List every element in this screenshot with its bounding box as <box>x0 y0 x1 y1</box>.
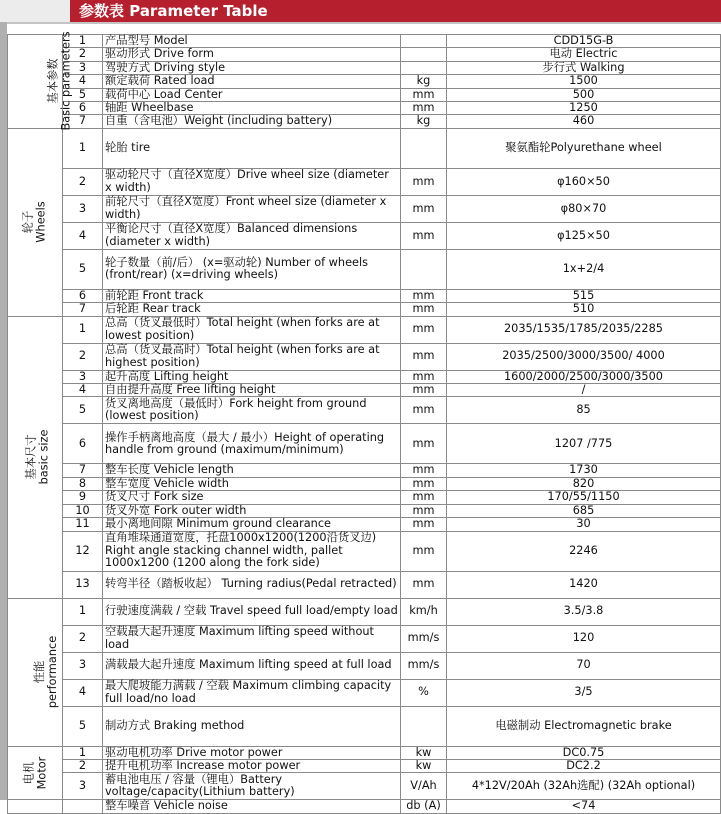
value-cell: φ80×70 <box>447 195 721 222</box>
row-number: 3 <box>63 370 103 383</box>
value-cell: 2246 <box>447 531 721 571</box>
table-row <box>8 773 721 800</box>
value-cell: 2035/1535/1785/2035/2285 <box>447 316 721 343</box>
parameter-table-body <box>8 31 721 814</box>
section-label-en: Basic parameters <box>59 31 73 131</box>
unit-cell <box>401 61 447 74</box>
value-cell: <74 <box>447 800 721 813</box>
value-cell: 4*12V/20Ah (32Ah选配) (32Ah optional) <box>447 773 721 800</box>
table-row <box>8 168 721 195</box>
row-number: 6 <box>63 289 103 302</box>
parameter-name: 前轮尺寸（直径X宽度）Front wheel size (diameter x width) <box>103 195 401 222</box>
table-row <box>8 531 721 571</box>
row-number: 5 <box>63 397 103 424</box>
unit-cell: kg <box>401 75 447 88</box>
row-number: 2 <box>63 343 103 370</box>
unit-cell: V/Ah <box>401 773 447 800</box>
row-number: 2 <box>63 48 103 61</box>
section-label <box>8 800 63 813</box>
row-number: 6 <box>63 424 103 464</box>
parameter-name: 驱动轮尺寸（直径X宽度）Drive wheel size (diameter x width) <box>103 168 401 195</box>
value-cell: 30 <box>447 518 721 531</box>
unit-cell: mm <box>401 397 447 424</box>
value-cell: 820 <box>447 477 721 490</box>
row-number: 3 <box>63 773 103 800</box>
table-row <box>8 61 721 74</box>
unit-cell: kg <box>401 115 447 128</box>
row-number: 8 <box>63 477 103 490</box>
value-cell: 聚氨酯轮Polyurethane wheel <box>447 128 721 168</box>
value-cell: 170/55/1150 <box>447 491 721 504</box>
row-number <box>63 800 103 813</box>
unit-cell: mm <box>401 370 447 383</box>
left-edge-strip <box>0 22 7 800</box>
row-number: 5 <box>63 706 103 746</box>
unit-cell: mm <box>401 343 447 370</box>
title-banner <box>70 0 721 22</box>
unit-cell <box>401 128 447 168</box>
table-row <box>8 249 721 289</box>
row-number: 4 <box>63 75 103 88</box>
table-row <box>8 370 721 383</box>
unit-cell: km/h <box>401 598 447 625</box>
parameter-name: 前轮距 Front track <box>103 289 401 302</box>
section-label-text <box>33 636 59 708</box>
unit-cell <box>401 48 447 61</box>
value-cell: 1x+2/4 <box>447 249 721 289</box>
row-number: 1 <box>63 316 103 343</box>
table-row <box>8 424 721 464</box>
value-cell: 1600/2000/2500/3000/3500 <box>447 370 721 383</box>
parameter-name: 额定载荷 Rated load <box>103 75 401 88</box>
unit-cell: kw <box>401 759 447 772</box>
parameter-name: 轮子数量（前/后） (x=驱动轮) Number of wheels (front/rear) (x=driving wheels) <box>103 249 401 289</box>
parameter-name: 满载最大起升速度 Maximum lifting speed at full load <box>103 652 401 679</box>
parameter-name: 货叉离地高度（最低时）Fork height from ground (lowest position) <box>103 397 401 424</box>
row-number: 13 <box>63 571 103 598</box>
parameter-name: 空载最大起升速度 Maximum lifting speed without load <box>103 625 401 652</box>
unit-cell: mm <box>401 464 447 477</box>
unit-cell: mm <box>401 102 447 115</box>
table-row <box>8 746 721 759</box>
unit-cell: mm <box>401 303 447 316</box>
section-label-en: basic size <box>37 429 51 485</box>
unit-cell: mm <box>401 289 447 302</box>
row-number: 7 <box>63 115 103 128</box>
section-label <box>8 316 63 598</box>
parameter-name: 提升电机功率 Increase motor power <box>103 759 401 772</box>
row-number: 2 <box>63 759 103 772</box>
unit-cell: mm <box>401 571 447 598</box>
value-cell: 步行式 Walking <box>447 61 721 74</box>
row-number: 3 <box>63 652 103 679</box>
section-label-cn: 轮子 <box>21 210 35 234</box>
row-number: 5 <box>63 249 103 289</box>
parameter-name: 整车宽度 Vehicle width <box>103 477 401 490</box>
section-label-en: Wheels <box>34 201 48 243</box>
unit-cell: mm <box>401 88 447 101</box>
row-number: 4 <box>63 222 103 249</box>
unit-cell: mm <box>401 477 447 490</box>
table-row <box>8 289 721 302</box>
row-number: 1 <box>63 128 103 168</box>
unit-cell <box>401 249 447 289</box>
table-row <box>8 128 721 168</box>
value-cell: 电动 Electric <box>447 48 721 61</box>
row-number: 10 <box>63 504 103 517</box>
value-cell: 70 <box>447 652 721 679</box>
value-cell: DC0.75 <box>447 746 721 759</box>
unit-cell: % <box>401 679 447 706</box>
unit-cell: kw <box>401 746 447 759</box>
parameter-name: 总高（货叉最低时）Total height (when forks are at lowest position) <box>103 316 401 343</box>
table-row <box>8 504 721 517</box>
table-row <box>8 115 721 128</box>
row-number: 9 <box>63 491 103 504</box>
parameter-name: 驱动电机功率 Drive motor power <box>103 746 401 759</box>
parameter-name: 货叉尺寸 Fork size <box>103 491 401 504</box>
section-label <box>8 598 63 746</box>
table-row <box>8 571 721 598</box>
section-label-en: Motor <box>35 756 48 790</box>
parameter-name: 行驶速度满载 / 空载 Travel speed full load/empty load <box>103 598 401 625</box>
parameter-name: 整车噪音 Vehicle noise <box>103 800 401 813</box>
unit-cell: mm <box>401 504 447 517</box>
value-cell: 1420 <box>447 571 721 598</box>
parameter-table <box>7 31 721 814</box>
value-cell: DC2.2 <box>447 759 721 772</box>
table-row <box>8 316 721 343</box>
unit-cell: db (A) <box>401 800 447 813</box>
unit-cell: mm/s <box>401 652 447 679</box>
table-row <box>8 706 721 746</box>
row-number: 1 <box>63 746 103 759</box>
value-cell: 515 <box>447 289 721 302</box>
section-label-text <box>47 32 73 131</box>
parameter-name: 制动方式 Braking method <box>103 706 401 746</box>
table-row <box>8 343 721 370</box>
section-label-text <box>22 201 48 242</box>
value-cell: 2035/2500/3000/3500/ 4000 <box>447 343 721 370</box>
section-label-cn: 电机 <box>22 761 35 785</box>
parameter-name: 蓄电池电压 / 容量（锂电）Battery voltage/capacity(Lithium battery) <box>103 773 401 800</box>
parameter-name: 驱动形式 Drive form <box>103 48 401 61</box>
unit-cell: mm <box>401 222 447 249</box>
value-cell: 685 <box>447 504 721 517</box>
row-number: 7 <box>63 303 103 316</box>
table-row <box>8 75 721 88</box>
table-row <box>8 464 721 477</box>
row-number: 1 <box>63 35 103 48</box>
row-number: 12 <box>63 531 103 571</box>
parameter-name: 起升高度 Lifting height <box>103 370 401 383</box>
parameter-name: 轮胎 tire <box>103 128 401 168</box>
parameter-name: 载荷中心 Load Center <box>103 88 401 101</box>
table-row <box>8 397 721 424</box>
section-label-en: performance <box>46 635 60 708</box>
section-label-text <box>22 756 48 789</box>
unit-cell: mm <box>401 531 447 571</box>
unit-cell <box>401 706 447 746</box>
table-row <box>8 759 721 772</box>
table-row <box>8 35 721 48</box>
table-row <box>8 222 721 249</box>
value-cell: 3.5/3.8 <box>447 598 721 625</box>
parameter-name: 轴距 Wheelbase <box>103 102 401 115</box>
value-cell: 500 <box>447 88 721 101</box>
unit-cell: mm/s <box>401 625 447 652</box>
value-cell: φ125×50 <box>447 222 721 249</box>
parameter-name: 自重（含电池）Weight (including battery) <box>103 115 401 128</box>
parameter-name: 直角堆垛通道宽度，托盘1000x1200(1200沿货叉边) Right angle stacking channel width, pallet 1000x1200 (1200 along the fork side) <box>103 531 401 571</box>
value-cell: 1207 /775 <box>447 424 721 464</box>
parameter-name: 货叉外宽 Fork outer width <box>103 504 401 517</box>
value-cell: φ160×50 <box>447 168 721 195</box>
row-number: 1 <box>63 598 103 625</box>
table-row <box>8 625 721 652</box>
section-label <box>8 746 63 800</box>
unit-cell: mm <box>401 424 447 464</box>
parameter-name: 最小离地间隙 Minimum ground clearance <box>103 518 401 531</box>
value-cell: CDD15G-B <box>447 35 721 48</box>
unit-cell: mm <box>401 518 447 531</box>
row-number: 2 <box>63 168 103 195</box>
value-cell: 120 <box>447 625 721 652</box>
row-number: 4 <box>63 679 103 706</box>
section-label <box>8 31 73 131</box>
value-cell: / <box>447 384 721 397</box>
section-label-cn: 基本参数 <box>46 58 60 104</box>
row-number: 2 <box>63 625 103 652</box>
unit-cell: mm <box>401 168 447 195</box>
row-number: 3 <box>63 195 103 222</box>
table-row <box>8 88 721 101</box>
section-label-text <box>24 429 50 484</box>
section-label-cn: 基本尺寸 <box>24 434 38 480</box>
parameter-name: 整车长度 Vehicle length <box>103 464 401 477</box>
value-cell: 1250 <box>447 102 721 115</box>
table-row <box>8 652 721 679</box>
value-cell: 1500 <box>447 75 721 88</box>
page-title: 参数表 Parameter Table <box>79 2 268 20</box>
table-row <box>8 598 721 625</box>
value-cell: 510 <box>447 303 721 316</box>
table-row <box>8 477 721 490</box>
row-number: 4 <box>63 384 103 397</box>
table-row <box>8 491 721 504</box>
unit-cell: mm <box>401 316 447 343</box>
row-number: 3 <box>63 61 103 74</box>
value-cell: 3/5 <box>447 679 721 706</box>
parameter-name: 驾驶方式 Driving style <box>103 61 401 74</box>
row-number: 5 <box>63 88 103 101</box>
table-row <box>8 303 721 316</box>
parameter-name: 产品型号 Model <box>103 35 401 48</box>
parameter-name: 最大爬坡能力满载 / 空载 Maximum climbing capacity full load/no load <box>103 679 401 706</box>
table-row <box>8 679 721 706</box>
table-row <box>8 102 721 115</box>
row-number: 11 <box>63 518 103 531</box>
table-row <box>8 48 721 61</box>
parameter-name: 自由提升高度 Free lifting height <box>103 384 401 397</box>
row-number: 7 <box>63 464 103 477</box>
parameter-name: 转弯半径（踏板收起） Turning radius(Pedal retracted) <box>103 571 401 598</box>
unit-cell <box>401 35 447 48</box>
unit-cell: mm <box>401 384 447 397</box>
table-row <box>8 800 721 813</box>
unit-cell: mm <box>401 491 447 504</box>
parameter-name: 平衡论尺寸（直径X宽度）Balanced dimensions (diameter x width) <box>103 222 401 249</box>
unit-cell: mm <box>401 195 447 222</box>
section-label <box>8 128 63 316</box>
section-label-cn: 性能 <box>33 660 47 684</box>
parameter-name: 后轮距 Rear track <box>103 303 401 316</box>
table-row <box>8 195 721 222</box>
parameter-name: 操作手柄离地高度（最大 / 最小）Height of operating handle from ground (maximum/minimum) <box>103 424 401 464</box>
parameter-name: 总高（货叉最高时）Total height (when forks are at highest position) <box>103 343 401 370</box>
row-number: 6 <box>63 102 103 115</box>
value-cell: 85 <box>447 397 721 424</box>
value-cell: 460 <box>447 115 721 128</box>
value-cell: 1730 <box>447 464 721 477</box>
table-row <box>8 518 721 531</box>
value-cell: 电磁制动 Electromagnetic brake <box>447 706 721 746</box>
table-row <box>8 384 721 397</box>
